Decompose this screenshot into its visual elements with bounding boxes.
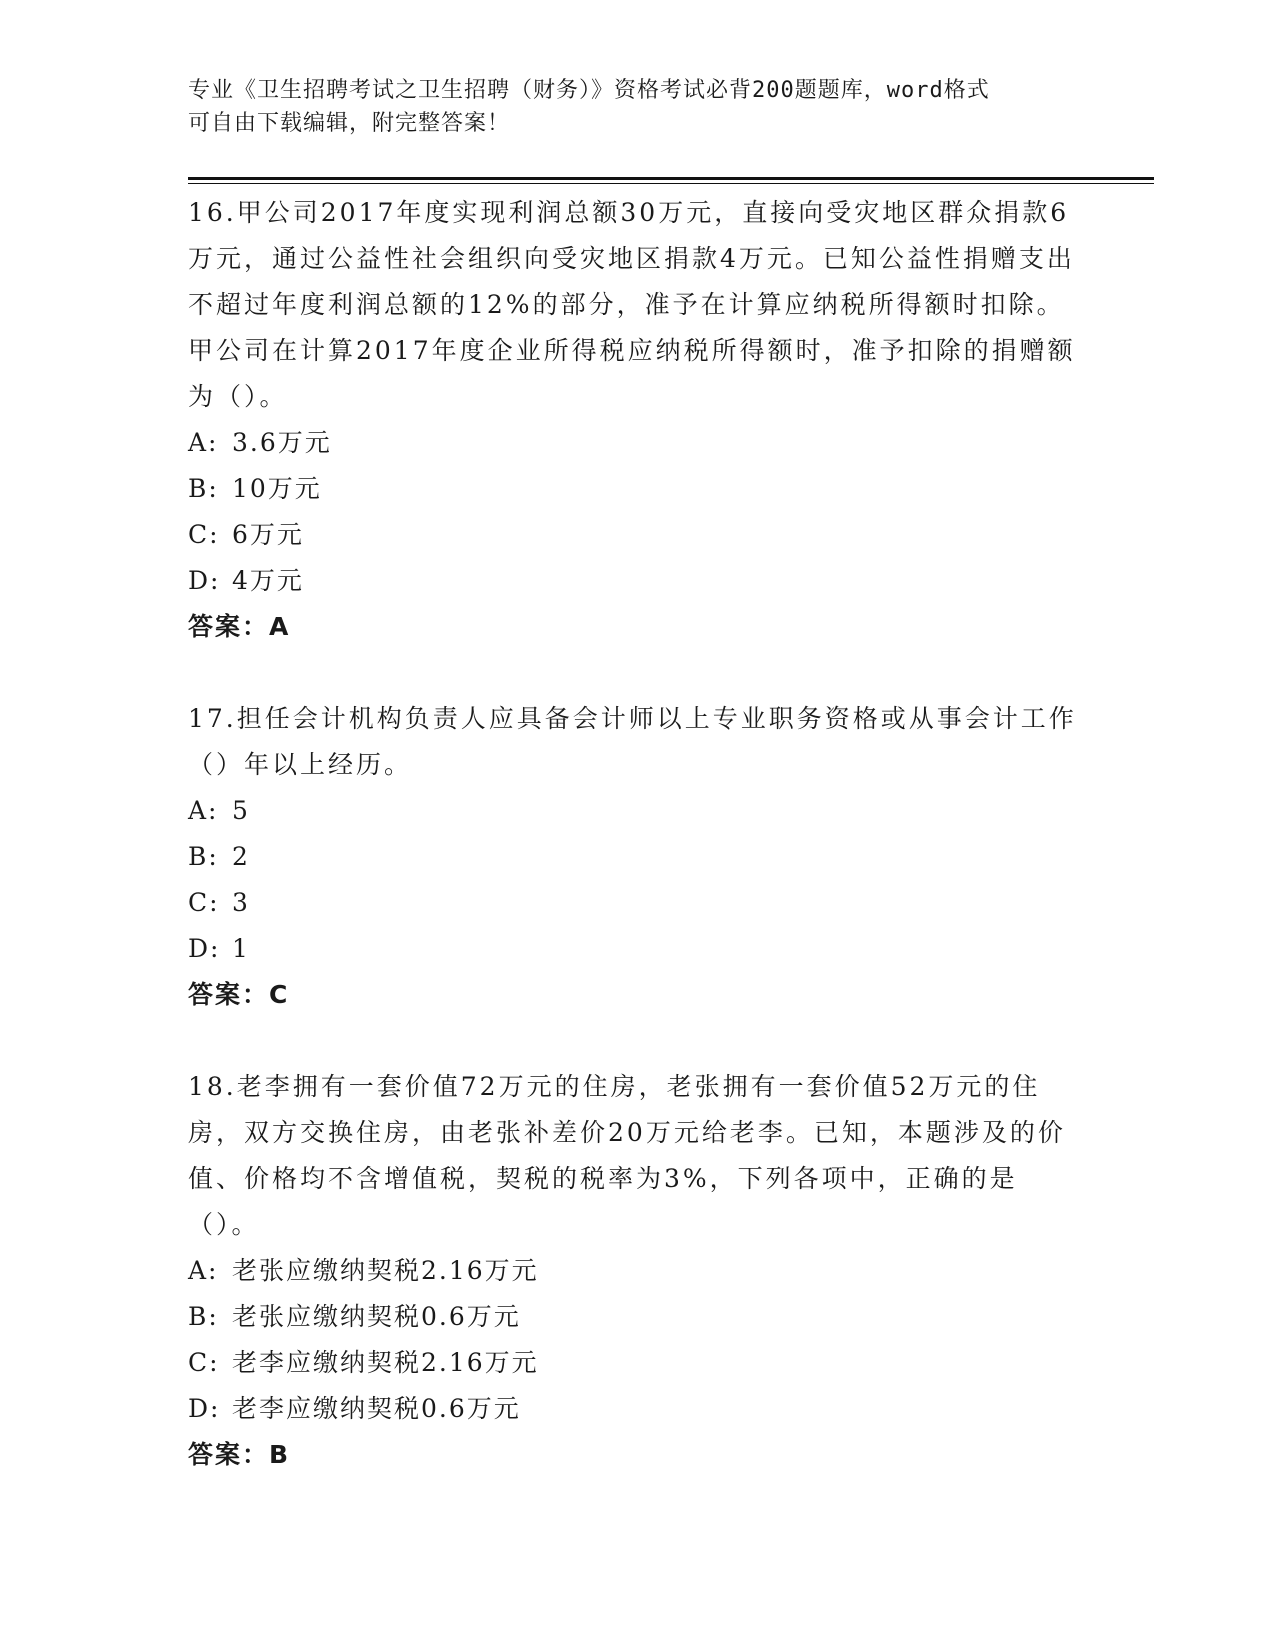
option-text: 老张应缴纳契税2.16万元 (232, 1256, 539, 1285)
option-letter: A: (188, 428, 219, 457)
option-d (188, 1386, 1078, 1432)
option-d (188, 558, 1078, 604)
option-text: 4万元 (232, 566, 304, 595)
option-b (188, 834, 1078, 880)
question-stem: 18.老李拥有一套价值72万元的住房，老张拥有一套价值52万元的住房，双方交换住房，由老张补差价20万元给老李。已知，本题涉及的价值、价格均不含增值税，契税的税率为3%，下列各项中，正确的是（）。 (188, 1072, 1066, 1239)
option-letter: B: (188, 842, 219, 871)
option-letter: C: (188, 520, 220, 549)
option-a (188, 1248, 1078, 1294)
question-17 (188, 696, 1078, 1018)
question-stem: 17.担任会计机构负责人应具备会计师以上专业职务资格或从事会计工作（）年以上经历。 (188, 704, 1077, 779)
option-text: 3.6万元 (232, 428, 332, 457)
option-a (188, 788, 1078, 834)
option-c (188, 880, 1078, 926)
option-letter: D: (188, 1394, 221, 1423)
option-text: 5 (232, 796, 250, 825)
header-rule-thick (188, 177, 1154, 180)
answer-line: 答案：C (188, 980, 290, 1009)
option-b (188, 466, 1078, 512)
option-letter: D: (188, 566, 221, 595)
option-text: 1 (232, 934, 250, 963)
option-c (188, 1340, 1078, 1386)
option-letter: D: (188, 934, 221, 963)
option-text: 10万元 (232, 474, 322, 503)
option-text: 老张应缴纳契税0.6万元 (232, 1302, 521, 1331)
option-text: 2 (232, 842, 250, 871)
answer-line: 答案：B (188, 1440, 291, 1469)
header-rule-thin (188, 183, 1154, 184)
question-18 (188, 1064, 1078, 1478)
option-d (188, 926, 1078, 972)
document-header (188, 74, 1068, 140)
option-letter: B: (188, 474, 219, 503)
option-letter: C: (188, 888, 220, 917)
question-stem: 16.甲公司2017年度实现利润总额30万元，直接向受灾地区群众捐款6万元，通过公益性社会组织向受灾地区捐款4万元。已知公益性捐赠支出不超过年度利润总额的12%的部分，准予在计算应纳税所得额时扣除。甲公司在计算2017年度企业所得税应纳税所得额时，准予扣除的捐赠额为（）。 (188, 198, 1076, 411)
answer-line: 答案：A (188, 612, 291, 641)
header-line-2: 可自由下载编辑，附完整答案！ (188, 111, 511, 136)
header-line-1: 专业《卫生招聘考试之卫生招聘（财务）》资格考试必背200题题库，word格式 (188, 78, 990, 103)
option-letter: A: (188, 796, 219, 825)
option-letter: A: (188, 1256, 219, 1285)
question-list (188, 190, 1078, 1524)
question-16 (188, 190, 1078, 650)
option-text: 老李应缴纳契税0.6万元 (232, 1394, 521, 1423)
option-text: 6万元 (232, 520, 304, 549)
option-letter: C: (188, 1348, 220, 1377)
option-a (188, 420, 1078, 466)
option-text: 3 (232, 888, 250, 917)
option-c (188, 512, 1078, 558)
option-b (188, 1294, 1078, 1340)
option-text: 老李应缴纳契税2.16万元 (232, 1348, 539, 1377)
option-letter: B: (188, 1302, 219, 1331)
